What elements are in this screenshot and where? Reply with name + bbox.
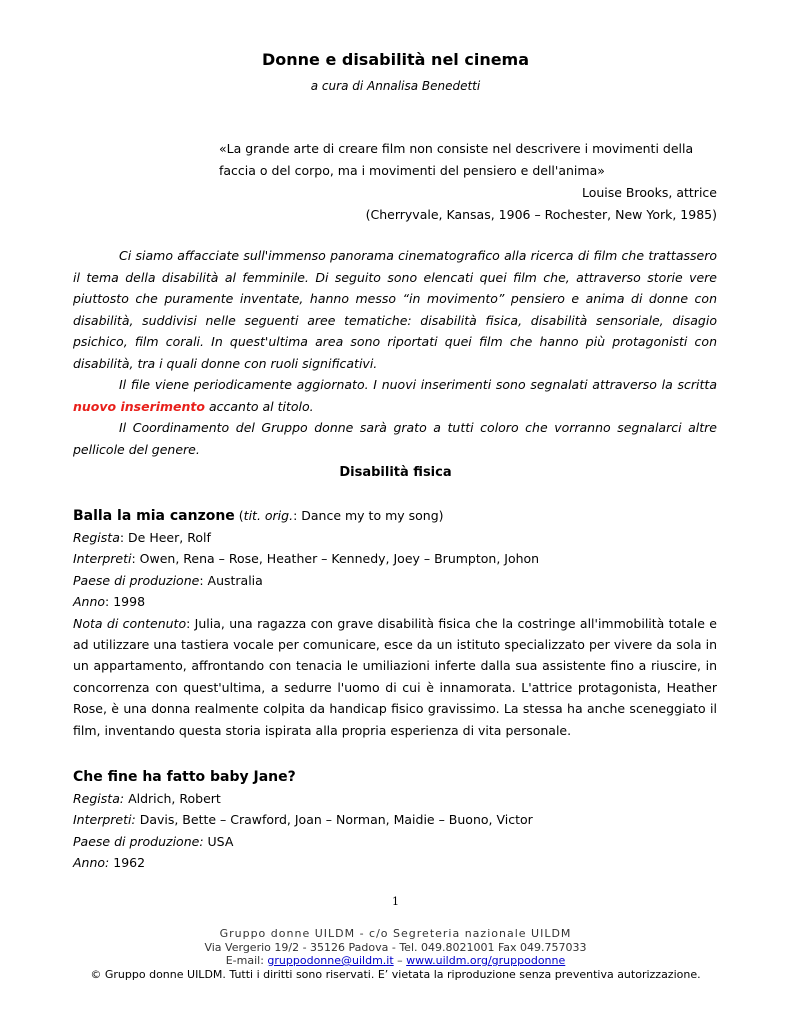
document-subtitle: a cura di Annalisa Benedetti <box>310 79 481 93</box>
field-label: Anno <box>73 855 106 871</box>
film-entry <box>73 766 717 874</box>
field-label: Interpreti <box>73 551 132 567</box>
footer-address: Via Vergerio 19/2 - 35126 Padova - Tel. 049.8021001 Fax 049.757033 <box>204 940 587 954</box>
section-heading: Disabilità fisica <box>339 465 452 480</box>
film-actors: Interpreti: Davis, Bette – Crawford, Joan – Norman, Maidie – Buono, Victor <box>73 812 533 828</box>
field-value: Aldrich, Robert <box>128 791 221 806</box>
field-label: Paese di produzione <box>73 572 200 588</box>
intro-text: Il file viene periodicamente aggiornato. I nuovi inserimenti sono segnalati attraverso la scritta <box>119 377 717 392</box>
film-title: Che fine ha fatto baby Jane? <box>73 769 296 785</box>
epigraph-text: «La grande arte di creare film non consiste nel descrivere i movimenti della faccia o del corpo, ma i movimenti del pensiero e dell'anima» <box>219 141 694 178</box>
film-year: Anno: 1962 <box>73 855 146 871</box>
email-label: E-mail: <box>225 954 268 967</box>
field-value: 1962 <box>113 855 146 871</box>
email-link[interactable]: gruppodonne@uildm.it <box>267 954 394 967</box>
field-label: tit. orig. <box>243 508 294 523</box>
field-label: Interpreti <box>73 812 132 828</box>
epigraph-author: Louise Brooks, attrice <box>581 185 717 200</box>
field-value: Australia <box>207 572 263 588</box>
film-actors: Interpreti: Owen, Rena – Rose, Heather – Kennedy, Joey – Brumpton, Johon <box>73 551 540 567</box>
film-director: Regista: Aldrich, Robert <box>73 791 221 806</box>
field-value: Davis, Bette – Crawford, Joan – Norman, Maidie – Buono, Victor <box>139 812 533 828</box>
film-heading <box>73 766 717 788</box>
film-notes: Nota di contenuto: Julia, una ragazza con grave disabilità fisica che la costringe all'immobilità totale e ad utilizzare una tastiera vocale per comunicare, esce da un istituto specializzato per vivere da sola in un appartamento, affrontando con tenacia le umiliazioni inferte dalla sua assistente fino a riuscire, in concorrenza con quest'ultima, a sedurre l'uomo di cui è innamorata. L'attrice protagonista, Heather Rose, è una donna realmente colpita da handicap fisico gravissimo. La stessa ha anche sceneggiato il film, inventando questa storia ispirata alla propria esperienza di vita personale. <box>73 615 718 738</box>
film-country: Paese di produzione: Australia <box>73 572 263 588</box>
document-title: Donne e disabilità nel cinema <box>261 50 530 69</box>
introduction <box>73 245 717 460</box>
footer-organization: Gruppo donne UILDM - c/o Segreteria nazionale UILDM <box>219 927 572 940</box>
footer-copyright: © Gruppo donne UILDM. Tutti i diritti sono riservati. E’ vietata la riproduzione senza preventiva autorizzazione. <box>90 967 701 981</box>
field-label: Regista <box>73 791 120 806</box>
film-entry <box>73 505 717 741</box>
intro-paragraph <box>73 374 717 417</box>
field-value: Julia, una ragazza con grave disabilità fisica che la costringe all'immobilità totale e ad utilizzare una tastiera vocale per comunicare, esce da un istituto specializzato per vivere da sola in un appartamento, affrontando con tenacia le umiliazioni inferte dalla sua assistente fino a riuscire, in concorrenza con quest'ultima, a sedurre l'uomo di cui è innamorata. L'attrice protagonista, Heather Rose, è una donna realmente colpita da handicap fisico gravissimo. La stessa ha anche sceneggiato il film, inventando questa storia ispirata alla propria esperienza di vita personale. <box>73 615 718 738</box>
page-number: 1 <box>392 895 399 908</box>
film-heading: Balla la mia canzone (tit. orig.: Dance my to my song) <box>73 508 444 524</box>
field-label: Anno <box>73 594 106 610</box>
field-value: De Heer, Rolf <box>128 530 211 545</box>
film-country: Paese di produzione: USA <box>73 833 234 849</box>
website-link[interactable]: www.uildm.org/gruppodonne <box>406 954 566 967</box>
field-label: Nota di contenuto <box>73 615 187 631</box>
footer-contacts <box>0 954 791 968</box>
field-value: Owen, Rena – Rose, Heather – Kennedy, Joey – Brumpton, Johon <box>139 551 540 567</box>
film-title: Balla la mia canzone <box>73 508 235 524</box>
intro-text: accanto al titolo. <box>205 398 314 414</box>
epigraph-dates: (Cherryvale, Kansas, 1906 – Rochester, New York, 1985) <box>365 207 717 222</box>
field-label: Regista <box>73 530 120 545</box>
footer-separator: – <box>393 954 407 967</box>
epigraph <box>219 138 717 226</box>
film-year: Anno: 1998 <box>73 594 146 610</box>
field-value: USA <box>207 833 234 849</box>
new-entry-marker: nuovo inserimento <box>73 398 205 414</box>
intro-paragraph: Il Coordinamento del Gruppo donne sarà grato a tutti coloro che vorranno segnalarci altre pellicole del genere. <box>73 420 717 457</box>
page-footer <box>0 927 791 981</box>
field-value: 1998 <box>113 594 146 610</box>
film-orig-title: Dance my to my song <box>301 508 439 523</box>
field-label: Paese di produzione <box>73 833 200 849</box>
intro-paragraph: Ci siamo affacciate sull'immenso panorama cinematografico alla ricerca di film che trattassero il tema della disabilità al femminile. Di seguito sono elencati quei film che, attraverso storie vere piuttosto che puramente inventate, hanno messo “in movimento” pensiero e anima di donne con disabilità, suddivisi nelle seguenti aree tematiche: disabilità fisica, disabilità sensoriale, disagio psichico, film corali. In quest'ultima area sono riportati quei film che hanno più protagonisti con disabilità, tra i quali donne con ruoli significativi. <box>73 248 717 371</box>
film-director: Regista: De Heer, Rolf <box>73 530 211 545</box>
